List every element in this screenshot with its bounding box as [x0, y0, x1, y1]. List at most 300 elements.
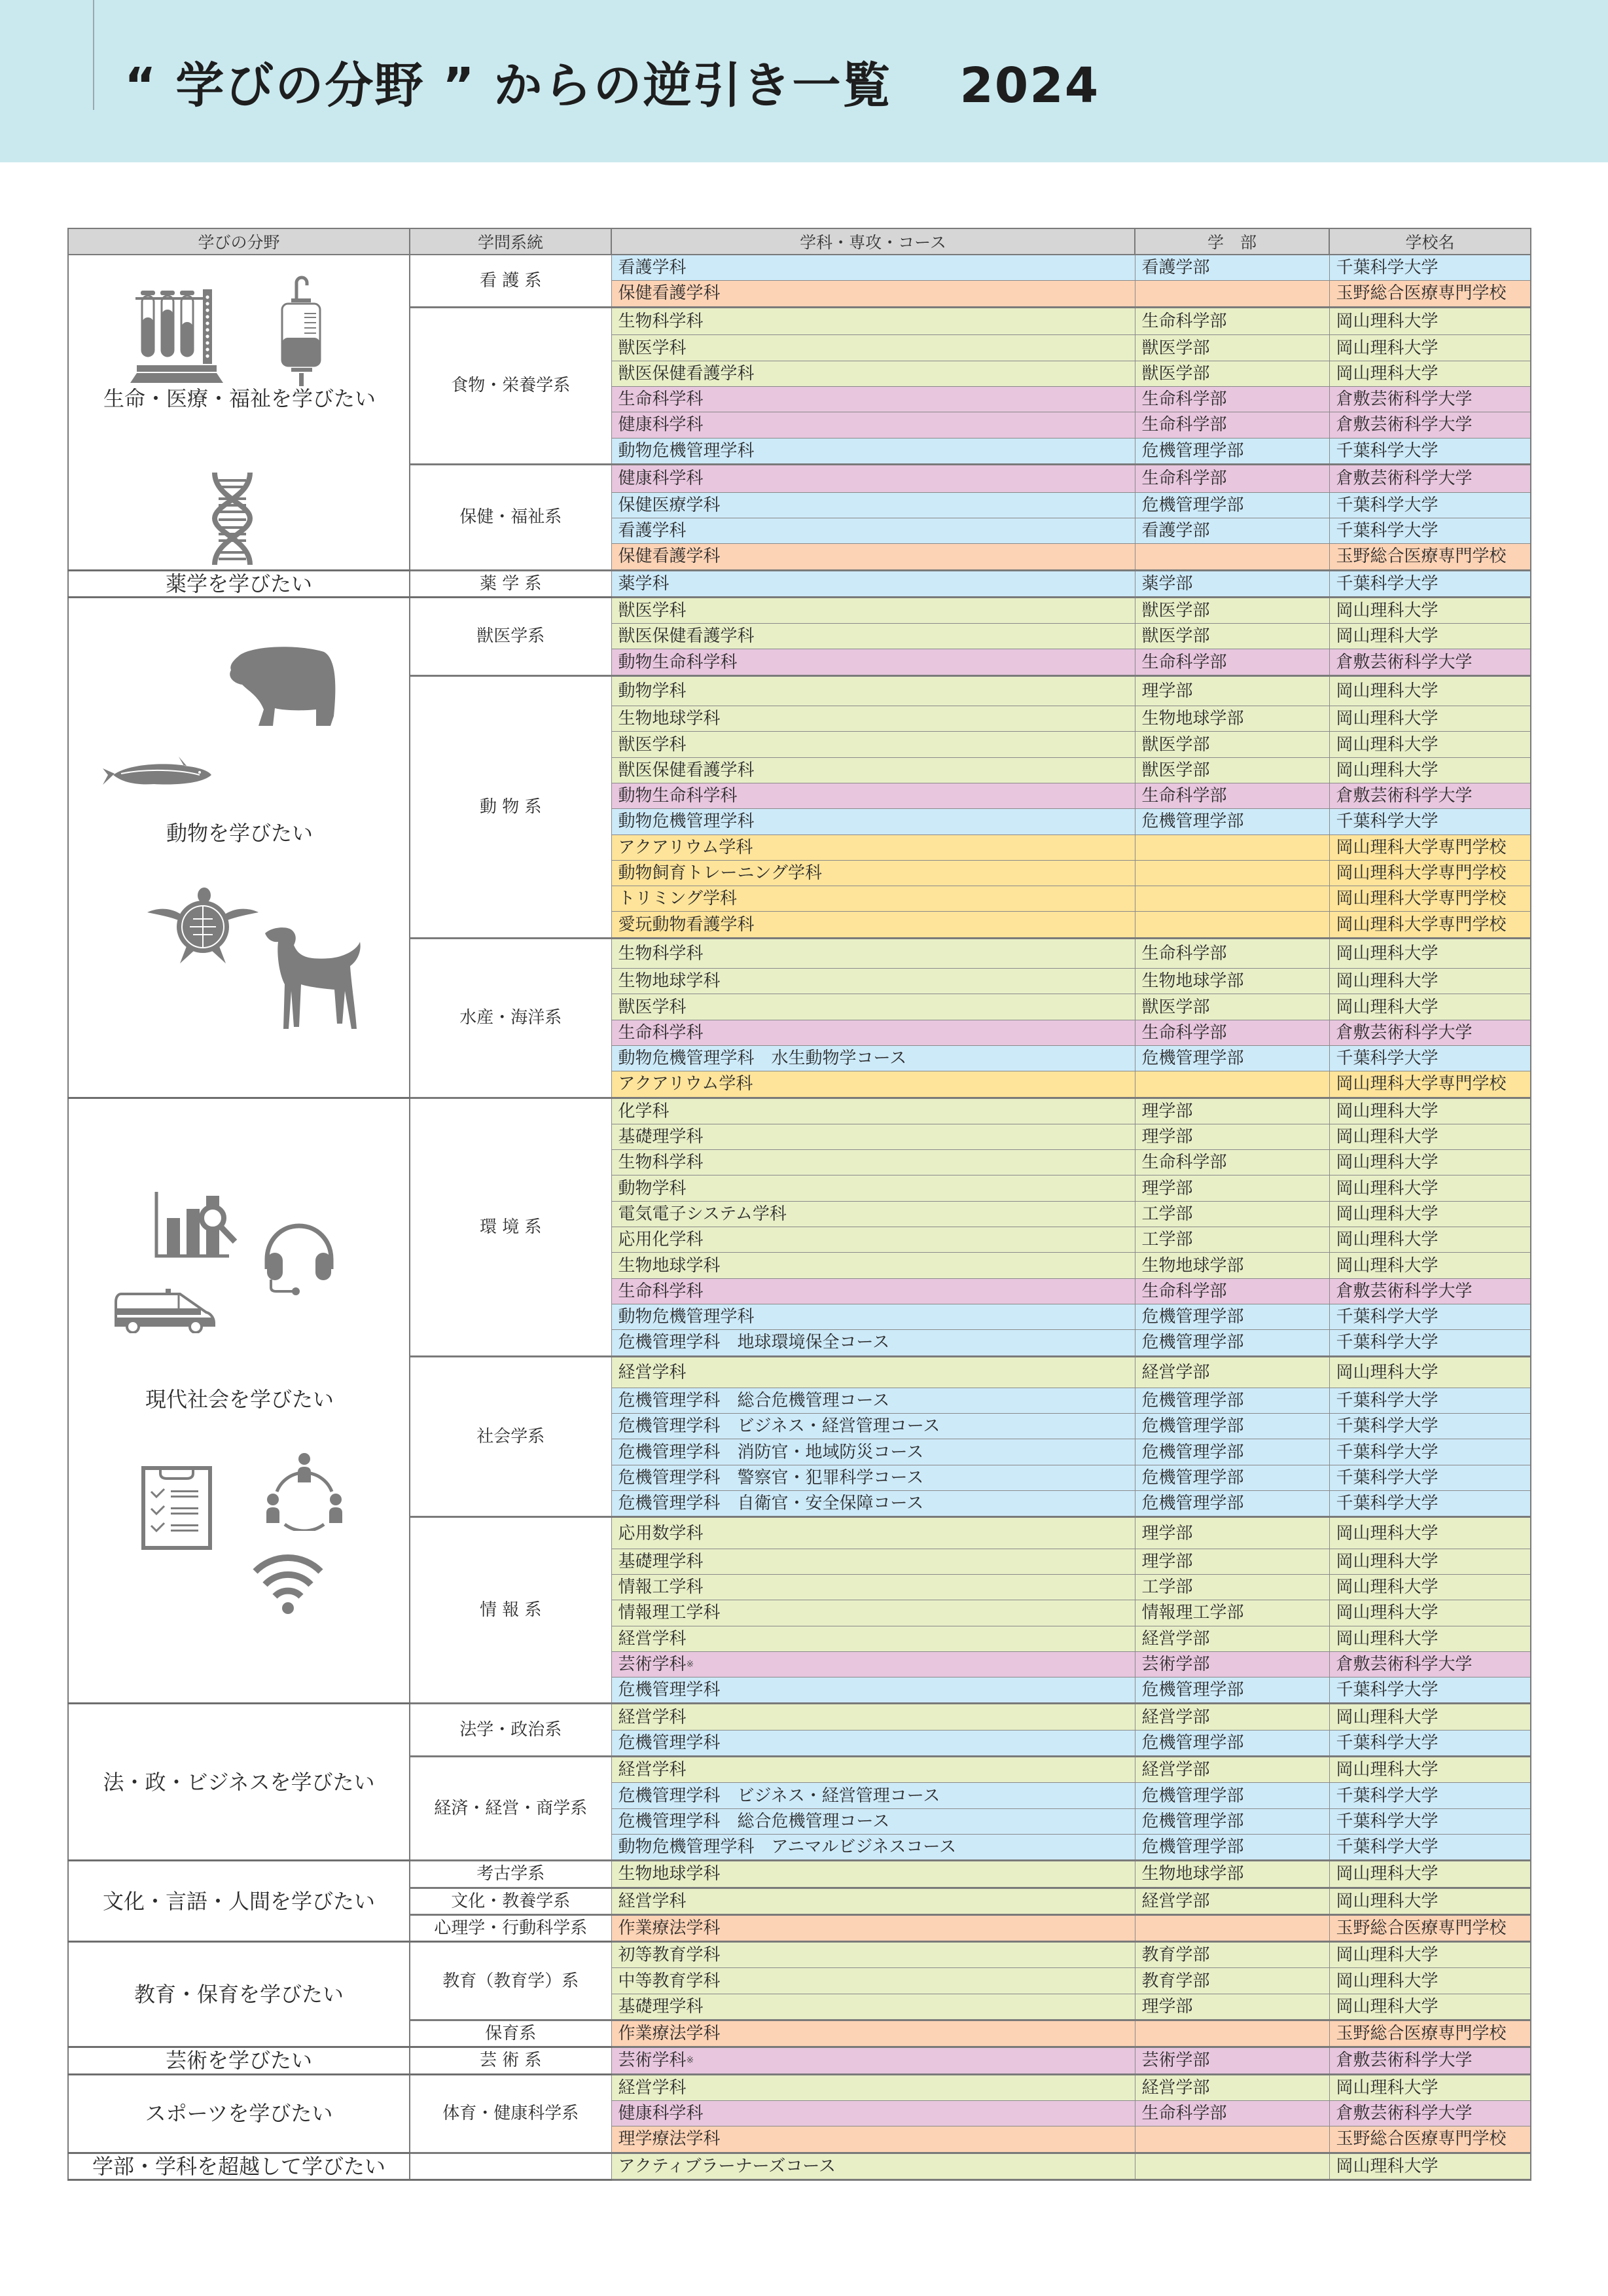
school-cell: 岡山理科大学 [1329, 1356, 1531, 1388]
system-cell: 考古学系 [410, 1861, 611, 1888]
school-cell: 岡山理科大学専門学校 [1329, 860, 1531, 886]
faculty-cell: 生命科学部 [1135, 938, 1329, 968]
faculty-cell: 危機管理学部 [1135, 1465, 1329, 1490]
course-cell [611, 438, 1135, 464]
school-cell: 岡山理科大学 [1329, 2153, 1531, 2179]
course-cell [611, 2020, 1135, 2047]
people-network-icon [265, 1452, 344, 1536]
school-cell: 千葉科学大学 [1329, 1388, 1531, 1413]
course-cell [611, 1600, 1135, 1626]
faculty-cell [1135, 1071, 1329, 1098]
course-cell [611, 1045, 1135, 1071]
faculty-cell: 経営学部 [1135, 1888, 1329, 1914]
dog-icon [265, 925, 363, 1035]
school-cell: 倉敷芸術科学大学 [1329, 2100, 1531, 2126]
school-cell: 玉野総合医療専門学校 [1329, 544, 1531, 570]
course-cell [611, 1388, 1135, 1413]
course-name: 獣医保健看護学科 [618, 363, 755, 384]
system-cell: 動 物 系 [410, 675, 611, 938]
faculty-cell: 危機管理学部 [1135, 1330, 1329, 1356]
course-cell [611, 1304, 1135, 1329]
faculty-cell: 獣医学部 [1135, 732, 1329, 757]
faculty-cell: 経営学部 [1135, 1704, 1329, 1730]
course-cell [611, 597, 1135, 623]
title-banner [0, 0, 1608, 162]
faculty-cell: 経営学部 [1135, 1626, 1329, 1651]
table-row [68, 1704, 1531, 1730]
school-cell: 千葉科学大学 [1329, 1414, 1531, 1439]
course-name: 経営学科 [618, 1362, 687, 1382]
course-name: 危機管理学科 地球環境保全コース [618, 1333, 890, 1353]
faculty-cell [1135, 281, 1329, 307]
school-cell: 千葉科学大学 [1329, 1439, 1531, 1465]
turtle-icon [147, 886, 259, 970]
faculty-cell: 危機管理学部 [1135, 809, 1329, 834]
field-cell [68, 1704, 410, 1861]
field-label: 現代社会を学びたい [145, 1386, 334, 1412]
course-cell [611, 1834, 1135, 1860]
faculty-cell: 芸術学部 [1135, 1651, 1329, 1677]
system-cell [410, 2153, 611, 2179]
school-cell: 岡山理科大学 [1329, 1574, 1531, 1600]
faculty-cell: 生命科学部 [1135, 649, 1329, 675]
faculty-cell: 危機管理学部 [1135, 1439, 1329, 1465]
course-cell [611, 2126, 1135, 2153]
system-cell: 保健・福祉系 [410, 464, 611, 570]
school-cell: 倉敷芸術科学大学 [1329, 464, 1531, 492]
course-name: 獣医保健看護学科 [618, 626, 755, 647]
course-name: 理学療法学科 [618, 2129, 721, 2149]
field-label: 文化・言語・人間を学びたい [102, 1888, 375, 1914]
field-cell [68, 1861, 410, 1942]
system-cell: 水産・海洋系 [410, 938, 611, 1098]
school-cell: 千葉科学大学 [1329, 255, 1531, 281]
faculty-cell: 理学部 [1135, 1549, 1329, 1574]
school-cell: 岡山理科大学専門学校 [1329, 886, 1531, 912]
course-name: 危機管理学科 自衛官・安全保障コース [618, 1494, 924, 1514]
course-name: 保健看護学科 [618, 547, 721, 567]
field-lookup-table [67, 228, 1531, 2181]
faculty-cell: 危機管理学部 [1135, 1045, 1329, 1071]
course-name: 経営学科 [618, 1891, 687, 1911]
school-cell: 千葉科学大学 [1329, 809, 1531, 834]
course-name: 健康科学科 [618, 469, 704, 489]
school-cell: 玉野総合医療専門学校 [1329, 2020, 1531, 2047]
course-cell [611, 2153, 1135, 2179]
course-name: 危機管理学科 消防官・地域防災コース [618, 1442, 924, 1462]
course-cell [611, 1150, 1135, 1175]
faculty-cell: 工学部 [1135, 1227, 1329, 1253]
course-name: 経営学科 [618, 1628, 687, 1649]
course-name: 中等教育学科 [618, 1971, 721, 1991]
course-cell [611, 464, 1135, 492]
faculty-cell: 生物地球学部 [1135, 1861, 1329, 1888]
course-cell [611, 969, 1135, 994]
school-cell: 岡山理科大学 [1329, 1549, 1531, 1574]
faculty-cell: 獣医学部 [1135, 361, 1329, 386]
course-cell [611, 1808, 1135, 1834]
course-cell [611, 1330, 1135, 1356]
field-label: 芸術を学びたい [165, 2048, 312, 2073]
school-cell: 岡山理科大学 [1329, 675, 1531, 706]
course-name: 作業療法学科 [618, 1918, 721, 1938]
course-name: 生物科学科 [618, 943, 704, 963]
faculty-cell: 理学部 [1135, 1517, 1329, 1549]
faculty-cell: 経営学部 [1135, 2074, 1329, 2100]
table-row [68, 570, 1531, 597]
course-name: 看護学科 [618, 258, 687, 278]
course-name: アクアリウム学科 [618, 837, 753, 857]
school-cell: 岡山理科大学 [1329, 1888, 1531, 1914]
faculty-cell: 獣医学部 [1135, 757, 1329, 783]
course-cell [611, 757, 1135, 783]
field-label: 生命・医療・福祉を学びたい [103, 386, 376, 411]
table-row [68, 2153, 1531, 2179]
course-cell [611, 1730, 1135, 1756]
faculty-cell: 危機管理学部 [1135, 492, 1329, 518]
course-cell [611, 1994, 1135, 2020]
course-cell [611, 1942, 1135, 1968]
school-cell: 岡山理科大学 [1329, 757, 1531, 783]
school-cell: 岡山理科大学 [1329, 361, 1531, 386]
course-cell [611, 1626, 1135, 1651]
school-cell: 千葉科学大学 [1329, 1045, 1531, 1071]
school-cell: 倉敷芸術科学大学 [1329, 783, 1531, 808]
faculty-cell: 生命科学部 [1135, 464, 1329, 492]
school-cell: 岡山理科大学 [1329, 1942, 1531, 1968]
system-cell: 薬 学 系 [410, 570, 611, 597]
course-name: 健康科学科 [618, 2104, 704, 2124]
course-name: 生物地球学科 [618, 1255, 721, 1276]
course-cell [611, 886, 1135, 912]
course-name: 生命科学科 [618, 389, 704, 410]
course-cell [611, 1914, 1135, 1941]
school-cell: 岡山理科大学 [1329, 1253, 1531, 1278]
course-cell [611, 1227, 1135, 1253]
field-cell [68, 2047, 410, 2074]
faculty-cell: 危機管理学部 [1135, 1808, 1329, 1834]
school-cell: 岡山理科大学専門学校 [1329, 1071, 1531, 1098]
course-name: 経営学科 [618, 2077, 687, 2098]
school-cell: 千葉科学大学 [1329, 1330, 1531, 1356]
course-name: 危機管理学科 総合危機管理コース [618, 1391, 890, 1411]
field-cell [68, 255, 410, 570]
faculty-cell [1135, 2126, 1329, 2153]
school-cell: 岡山理科大学 [1329, 1150, 1531, 1175]
school-cell: 千葉科学大学 [1329, 1834, 1531, 1860]
course-name: 応用化学科 [618, 1230, 704, 1250]
school-cell: 千葉科学大学 [1329, 1808, 1531, 1834]
course-name: 危機管理学科 ビジネス・経営管理コース [618, 1785, 940, 1806]
school-cell: 千葉科学大学 [1329, 570, 1531, 597]
chart-search-icon [154, 1191, 239, 1265]
school-cell: 岡山理科大学 [1329, 307, 1531, 335]
school-cell: 岡山理科大学 [1329, 624, 1531, 649]
table-row [68, 255, 1531, 281]
course-name: 芸術学科 [618, 1655, 687, 1675]
course-name: 基礎理学科 [618, 1127, 704, 1147]
course-cell [611, 1677, 1135, 1704]
course-name: 動物生命科学科 [618, 652, 738, 672]
field-cell [68, 597, 410, 1098]
faculty-cell: 薬学部 [1135, 570, 1329, 597]
course-cell [611, 1356, 1135, 1388]
school-cell: 岡山理科大学 [1329, 1175, 1531, 1201]
field-cell [68, 570, 410, 597]
course-name: 基礎理学科 [618, 1996, 704, 2017]
faculty-cell: 生命科学部 [1135, 307, 1329, 335]
course-name: 看護学科 [618, 521, 687, 541]
school-cell: 千葉科学大学 [1329, 1465, 1531, 1490]
course-cell [611, 492, 1135, 518]
course-cell [611, 1071, 1135, 1098]
course-cell [611, 1098, 1135, 1124]
course-name: 電気電子システム学科 [618, 1204, 787, 1224]
faculty-cell [1135, 1914, 1329, 1941]
school-cell: 玉野総合医療専門学校 [1329, 1914, 1531, 1941]
faculty-cell: 危機管理学部 [1135, 1491, 1329, 1517]
course-name: 生物地球学科 [618, 1864, 721, 1884]
school-cell: 岡山理科大学 [1329, 1626, 1531, 1651]
faculty-cell: 理学部 [1135, 675, 1329, 706]
course-name: 動物生命科学科 [618, 786, 738, 806]
school-cell: 千葉科学大学 [1329, 1783, 1531, 1808]
course-cell [611, 2047, 1135, 2074]
school-cell: 岡山理科大学 [1329, 1098, 1531, 1124]
course-name: 基礎理学科 [618, 1551, 704, 1571]
field-cell [68, 2153, 410, 2179]
faculty-cell: 危機管理学部 [1135, 1414, 1329, 1439]
course-cell [611, 675, 1135, 706]
course-cell [611, 912, 1135, 938]
faculty-cell: 芸術学部 [1135, 2047, 1329, 2074]
faculty-cell: 危機管理学部 [1135, 1730, 1329, 1756]
school-cell: 岡山理科大学 [1329, 1517, 1531, 1549]
faculty-cell [1135, 2020, 1329, 2047]
faculty-cell: 理学部 [1135, 1098, 1329, 1124]
course-cell [611, 1757, 1135, 1783]
school-cell: 岡山理科大学 [1329, 1600, 1531, 1626]
course-cell [611, 1651, 1135, 1677]
course-name: 動物危機管理学科 アニマルビジネスコース [618, 1837, 957, 1857]
field-label: 教育・保育を学びたい [134, 1982, 344, 2007]
header-school: 学校名 [1329, 228, 1531, 255]
faculty-cell: 工学部 [1135, 1574, 1329, 1600]
course-cell [611, 1861, 1135, 1888]
course-name: アクティブラーナーズコース [618, 2156, 836, 2176]
course-name: 生命科学科 [618, 1022, 704, 1043]
system-cell: 体育・健康科学系 [410, 2074, 611, 2153]
course-name: 生物科学科 [618, 1153, 704, 1173]
school-cell: 千葉科学大学 [1329, 1677, 1531, 1704]
course-cell [611, 1201, 1135, 1227]
course-cell [611, 1278, 1135, 1304]
course-cell [611, 938, 1135, 968]
school-cell: 岡山理科大学 [1329, 1124, 1531, 1149]
faculty-cell: 生命科学部 [1135, 387, 1329, 412]
course-cell [611, 649, 1135, 675]
course-cell [611, 544, 1135, 570]
course-cell [611, 387, 1135, 412]
test-tubes-icon [128, 288, 226, 388]
system-cell: 社会学系 [410, 1356, 611, 1517]
school-cell: 岡山理科大学 [1329, 1227, 1531, 1253]
course-cell [611, 1465, 1135, 1490]
field-label: スポーツを学びたい [145, 2101, 333, 2126]
system-cell: 法学・政治系 [410, 1704, 611, 1757]
header-system: 学問系統 [410, 228, 611, 255]
system-cell: 文化・教養学系 [410, 1888, 611, 1914]
faculty-cell: 生物地球学部 [1135, 1253, 1329, 1278]
course-cell [611, 518, 1135, 544]
course-cell [611, 2100, 1135, 2126]
course-name: 保健医療学科 [618, 495, 721, 515]
bear-icon [226, 644, 337, 734]
table-row [68, 1861, 1531, 1888]
school-cell: 岡山理科大学専門学校 [1329, 912, 1531, 938]
faculty-cell: 生命科学部 [1135, 2100, 1329, 2126]
course-name: 動物学科 [618, 1178, 687, 1198]
course-cell [611, 361, 1135, 386]
course-name: 情報理工学科 [618, 1603, 721, 1623]
course-cell [611, 1704, 1135, 1730]
course-name: 薬学科 [618, 573, 670, 594]
course-cell [611, 255, 1135, 281]
faculty-cell: 危機管理学部 [1135, 1834, 1329, 1860]
course-cell [611, 281, 1135, 307]
faculty-cell: 獣医学部 [1135, 335, 1329, 361]
school-cell: 玉野総合医療専門学校 [1329, 2126, 1531, 2153]
course-name: 獣医学科 [618, 997, 687, 1017]
course-name: 獣医学科 [618, 338, 687, 358]
course-name: 化学科 [618, 1101, 670, 1121]
school-cell: 倉敷芸術科学大学 [1329, 2047, 1531, 2074]
school-cell: 岡山理科大学 [1329, 969, 1531, 994]
school-cell: 倉敷芸術科学大学 [1329, 387, 1531, 412]
school-cell: 千葉科学大学 [1329, 1491, 1531, 1517]
course-name: 動物危機管理学科 [618, 440, 755, 461]
table-row [68, 2074, 1531, 2100]
course-cell [611, 307, 1135, 335]
course-cell [611, 1783, 1135, 1808]
course-cell [611, 732, 1135, 757]
school-cell: 倉敷芸術科学大学 [1329, 1278, 1531, 1304]
faculty-cell: 生命科学部 [1135, 1278, 1329, 1304]
faculty-cell: 理学部 [1135, 1124, 1329, 1149]
course-cell [611, 834, 1135, 860]
course-name: 保健看護学科 [618, 283, 721, 304]
school-cell: 千葉科学大学 [1329, 518, 1531, 544]
course-name: 動物危機管理学科 [618, 1307, 755, 1327]
course-name: 獣医学科 [618, 601, 687, 621]
course-cell [611, 2074, 1135, 2100]
course-cell [611, 994, 1135, 1020]
course-name: 危機管理学科 警察官・犯罪科学コース [618, 1467, 924, 1488]
school-cell: 岡山理科大学 [1329, 938, 1531, 968]
faculty-cell: 危機管理学部 [1135, 1388, 1329, 1413]
course-cell [611, 412, 1135, 438]
course-name: 生命科学科 [618, 1281, 704, 1301]
school-cell: 岡山理科大学 [1329, 706, 1531, 732]
course-cell [611, 1517, 1135, 1549]
faculty-cell: 理学部 [1135, 1175, 1329, 1201]
school-cell: 岡山理科大学 [1329, 2074, 1531, 2100]
faculty-cell [1135, 912, 1329, 938]
iv-drip-icon [278, 275, 324, 391]
course-cell [611, 1020, 1135, 1045]
fish-icon [101, 755, 213, 797]
course-name: 作業療法学科 [618, 2024, 721, 2044]
faculty-cell: 危機管理学部 [1135, 1677, 1329, 1704]
wifi-icon [252, 1551, 324, 1621]
faculty-cell: 看護学部 [1135, 518, 1329, 544]
course-name: 動物危機管理学科 [618, 812, 755, 832]
course-name: 経営学科 [618, 1760, 687, 1780]
field-label: 学部・学科を超越して学びたい [92, 2153, 385, 2179]
school-cell: 岡山理科大学 [1329, 1861, 1531, 1888]
faculty-cell: 生物地球学部 [1135, 969, 1329, 994]
school-cell: 倉敷芸術科学大学 [1329, 412, 1531, 438]
system-cell: 環 境 系 [410, 1098, 611, 1356]
table-header-row [68, 228, 1531, 255]
course-name: トリミング学科 [618, 889, 737, 909]
course-name: 獣医保健看護学科 [618, 760, 755, 780]
header-course: 学科・専攻・コース [611, 228, 1135, 255]
faculty-cell [1135, 860, 1329, 886]
school-cell: 岡山理科大学 [1329, 732, 1531, 757]
course-name: 危機管理学科 [618, 1680, 721, 1700]
course-name: 生物地球学科 [618, 971, 721, 992]
field-label: 動物を学びたい [166, 820, 313, 846]
course-cell [611, 809, 1135, 834]
checklist-icon [141, 1465, 213, 1556]
course-cell [611, 1253, 1135, 1278]
faculty-cell: 経営学部 [1135, 1757, 1329, 1783]
school-cell: 岡山理科大学 [1329, 335, 1531, 361]
course-name: 愛玩動物看護学科 [618, 914, 755, 935]
faculty-cell: 獣医学部 [1135, 597, 1329, 623]
field-cell [68, 2074, 410, 2153]
course-name: 動物学科 [618, 681, 687, 701]
school-cell: 倉敷芸術科学大学 [1329, 1651, 1531, 1677]
school-cell: 千葉科学大学 [1329, 1730, 1531, 1756]
faculty-cell: 教育学部 [1135, 1968, 1329, 1994]
system-cell: 看 護 系 [410, 255, 611, 307]
course-cell [611, 783, 1135, 808]
footnote-mark: ※ [686, 1659, 694, 1670]
course-cell [611, 1968, 1135, 1994]
faculty-cell: 経営学部 [1135, 1356, 1329, 1388]
faculty-cell: 生命科学部 [1135, 412, 1329, 438]
course-cell [611, 335, 1135, 361]
course-cell [611, 860, 1135, 886]
faculty-cell [1135, 886, 1329, 912]
school-cell: 倉敷芸術科学大学 [1329, 649, 1531, 675]
school-cell: 倉敷芸術科学大学 [1329, 1020, 1531, 1045]
system-cell: 保育系 [410, 2020, 611, 2047]
table-row [68, 1942, 1531, 1968]
system-cell: 獣医学系 [410, 597, 611, 675]
course-name: 健康科学科 [618, 415, 704, 435]
faculty-cell: 工学部 [1135, 1201, 1329, 1227]
table-row [68, 2047, 1531, 2074]
faculty-cell: 教育学部 [1135, 1942, 1329, 1968]
faculty-cell: 看護学部 [1135, 255, 1329, 281]
course-name: 動物危機管理学科 水生動物学コース [618, 1049, 907, 1069]
header-faculty: 学 部 [1135, 228, 1329, 255]
ambulance-icon [115, 1289, 219, 1338]
faculty-cell: 獣医学部 [1135, 624, 1329, 649]
